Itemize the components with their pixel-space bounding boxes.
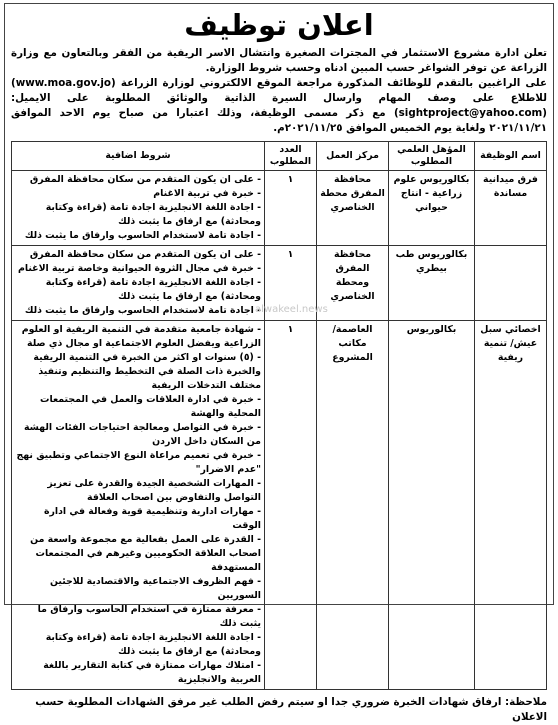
requirement-item: - مهارات ادارية وتنظيمية قوية وفعالة في ادارة الوقت bbox=[43, 506, 261, 531]
job-cell: فرق ميدانية مساندة bbox=[475, 171, 547, 246]
requirement-item: - امتلاك مهارات ممتازة في كتابة التقارير باللغة العربية والانجليزية bbox=[43, 660, 261, 685]
intro-text bbox=[11, 46, 547, 136]
requirement-item: - خبرة في تعميم مراعاة النوع الاجتماعي وتطبيق نهج "عدم الاضرار" bbox=[16, 450, 261, 475]
requirements-cell bbox=[12, 321, 265, 690]
requirement-item: - شهادة جامعية متقدمة في التنمية الريفية او العلوم الزراعية ويفضل العلوم الاجتماعية او مجال ذي صلة bbox=[21, 324, 261, 349]
intro-paragraph-1: تعلن ادارة مشروع الاستثمار في المجترات الصغيرة وانتشال الاسر الريفية من الفقر وبالتعاون مع وزارة الزراعة عن توفر الشواغر حسب المبين ادناه وحسب شروط الوزارة. bbox=[11, 47, 547, 74]
qualification-cell: بكالوريوس علوم زراعية - انتاج حيواني bbox=[389, 171, 475, 246]
table-row bbox=[12, 171, 547, 246]
job-cell: اخصائي سبل عيش/ تنمية ريفية bbox=[475, 321, 547, 690]
job-cell bbox=[475, 246, 547, 321]
table-row bbox=[12, 321, 547, 690]
requirement-item: - القدرة على العمل بفعالية مع مجموعة واسعة من اصحاب العلاقة الحكوميين وغيرهم في المجتمعات المستهدفة bbox=[30, 534, 261, 573]
header-job: اسم الوظيفة bbox=[475, 142, 547, 171]
header-requirements: شروط اضافية bbox=[12, 142, 265, 171]
requirement-item: - (٥) سنوات او اكثر من الخبرة في التنمية الريفية والخبرة ذات الصلة في التخطيط والتنظيم وتنفيذ مختلف التدخلات الريفية bbox=[33, 352, 261, 391]
count-cell: ١ bbox=[265, 246, 317, 321]
watermark: alwakeel.news bbox=[255, 304, 328, 315]
location-cell: العاصمة/ مكاتب المشروع bbox=[317, 321, 389, 690]
requirement-item: - اجادة اللغة الانجليزية اجادة تامة (قراءة وكتابة ومحادثة) مع ارفاق ما يثبت ذلك bbox=[45, 277, 261, 302]
requirement-item: - على ان يكون المتقدم من سكان محافظة المفرق bbox=[29, 249, 261, 260]
requirement-item: - فهم الظروف الاجتماعية والاقتصادية للاجئين السوريين bbox=[49, 576, 261, 601]
ad-title: اعلان توظيف bbox=[184, 8, 374, 42]
requirement-item: - اجادة اللغة الانجليزية اجادة تامة (قراءة وكتابة ومحادثة) مع ارفاق ما يثبت ذلك bbox=[45, 632, 261, 657]
requirement-item: - خبرة في مجال الثروة الحيوانية وخاصة تربية الاغنام bbox=[17, 263, 261, 274]
header-location: مركز العمل bbox=[317, 142, 389, 171]
requirement-item: - خبرة في ادارة العلاقات والعمل في المجتمعات المحلية والهشة bbox=[40, 394, 261, 419]
requirements-cell bbox=[12, 246, 265, 321]
header-qualification: المؤهل العلمي المطلوب bbox=[389, 142, 475, 171]
requirement-item: - اجادة اللغة الانجليزية اجادة تامة (قراءة وكتابة ومحادثة) مع ارفاق ما يثبت ذلك bbox=[45, 202, 261, 227]
requirement-item: - اجادة تامة لاستخدام الحاسوب وارفاق ما يثبت ذلك bbox=[24, 305, 261, 316]
requirement-item: - على ان يكون المتقدم من سكان محافظة المفرق bbox=[29, 174, 261, 185]
table-header-row bbox=[12, 142, 547, 171]
qualification-cell: بكالوريوس bbox=[389, 321, 475, 690]
footnote: ملاحظة: ارفاق شهادات الخبرة ضروري جدا او سيتم رفض الطلب غير مرفق الشهادات المطلوبة حسب الاعلان bbox=[35, 696, 547, 723]
requirement-item: - خبرة في تربية الاغنام bbox=[153, 188, 261, 199]
header-count: العدد المطلوب bbox=[265, 142, 317, 171]
requirements-cell bbox=[12, 171, 265, 246]
requirement-item: - معرفة ممتازة في استخدام الحاسوب وارفاق ما يثبت ذلك bbox=[37, 604, 261, 629]
requirement-item: - اجادة تامة لاستخدام الحاسوب وارفاق ما يثبت ذلك bbox=[24, 230, 261, 241]
intro-paragraph-2: على الراغبين بالتقدم للوظائف المذكورة مراجعة الموقع الالكتروني لوزارة الزراعة (www.moa.gov.jo) للاطلاع على وصف المهام وارسال السيرة الذاتية والوثائق المطلوبة على الايميل: (sightproject@yahoo.com) مع ذكر مسمى الوظيفة، وذلك اعتبارا من صباح يوم الاحد الموافق ٢٠٢١/١١/٢١ ولغاية يوم الخميس الموافق ٢٠٢١/١١/٢٥م. bbox=[11, 77, 547, 134]
job-advertisement bbox=[4, 3, 554, 723]
requirement-item: - المهارات الشخصية الجيدة والقدرة على تعزيز التواصل والتفاوض بين اصحاب العلاقة bbox=[47, 478, 261, 503]
location-cell: محافظة المفرق ومحطة الخناصري bbox=[317, 246, 389, 321]
requirement-item: - خبرة في التواصل ومعالجة احتياجات الفئات الهشة من السكان داخل الاردن bbox=[23, 422, 261, 447]
count-cell: ١ bbox=[265, 321, 317, 690]
qualification-cell: بكالوريوس طب بيطري bbox=[389, 246, 475, 321]
vacancies-table bbox=[11, 141, 547, 690]
count-cell: ١ bbox=[265, 171, 317, 246]
location-cell: محافظة المفرق محطة الخناصري bbox=[317, 171, 389, 246]
